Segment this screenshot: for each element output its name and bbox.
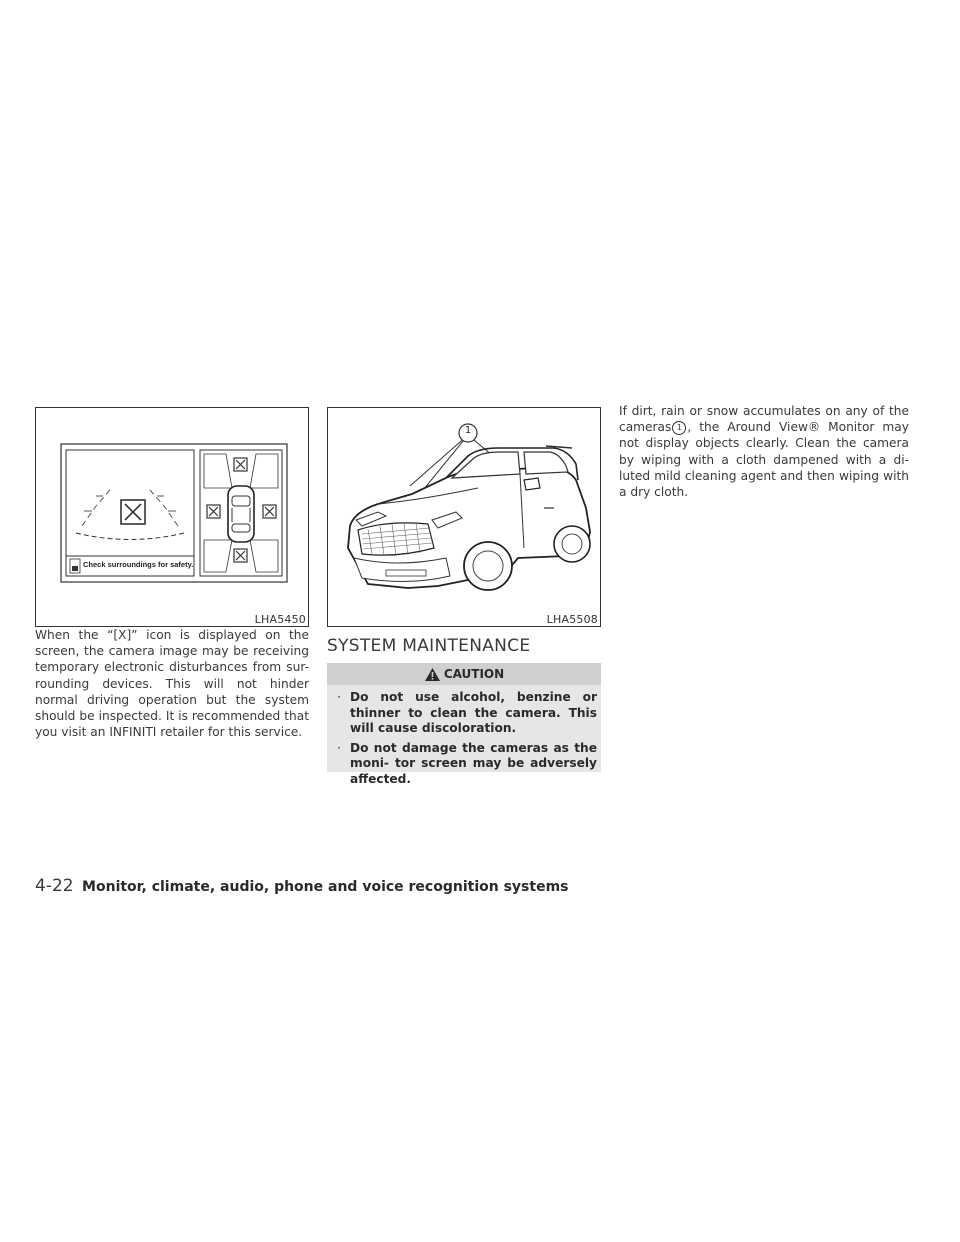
figure-code: LHA5508 (546, 613, 598, 626)
callout-circle-icon: 1 (672, 421, 686, 435)
section-heading: SYSTEM MAINTENANCE (327, 636, 531, 656)
text-after-callout: , the Around View® Monitor may not display objects clearly. Clean the camera by wiping with a cloth dampened with a di- luted mild cleaning agent and then wiping with a dry cloth. (619, 420, 909, 500)
caution-label: CAUTION (443, 667, 505, 681)
caution-header (327, 663, 601, 685)
text-before-callout: If dirt, rain or snow accumulates on any of the cameras (619, 404, 909, 435)
monitor-screen-illustration (36, 408, 308, 608)
monitor-message: Check surroundings for safety. (83, 560, 194, 569)
body-paragraph: When the “[X]” icon is displayed on the screen, the camera image may be receiving temporary electronic disturbances from sur- rounding devices. This will not hinder normal driving operation but the system should be inspected. It is recommended that you visit an INFINITI retailer for this service. (35, 628, 309, 740)
caution-item: · Do not use alcohol, benzine or thinner to clean the camera. This will cause discoloration. (335, 690, 597, 737)
figure-vehicle-cameras (327, 407, 601, 627)
footer-section-title: Monitor, climate, audio, phone and voice recognition systems (82, 879, 569, 895)
maintenance-paragraph (619, 403, 909, 500)
page-number: 4-22 (35, 876, 74, 896)
car-top-view (228, 486, 254, 542)
vehicle-illustration (328, 408, 600, 613)
page-footer (35, 876, 569, 896)
caution-list (335, 690, 597, 792)
caution-item: · Do not damage the cameras as the moni- tor screen may be adversely affected. (335, 741, 597, 788)
callout-number: 1 (464, 425, 472, 436)
figure-monitor-screen (35, 407, 309, 627)
figure-code: LHA5450 (254, 613, 306, 626)
warning-icon (424, 667, 441, 682)
camera-error-icon (121, 500, 145, 524)
